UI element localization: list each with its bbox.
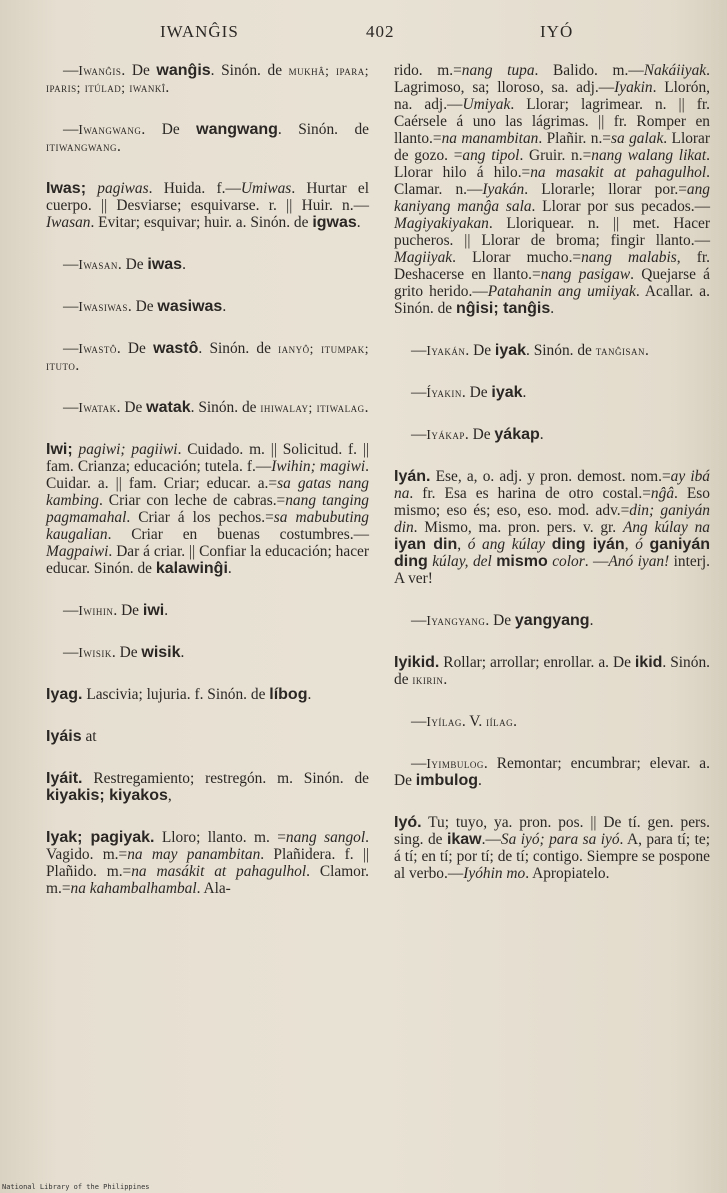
library-watermark: National Library of the Philippines: [2, 1183, 150, 1191]
right_column-entry: —Iyákap. De yákap.: [411, 426, 544, 443]
left_column-entry: Iyag. Lascivia; lujuria. f. Sinón. de líbog.: [46, 686, 312, 703]
right_column-entry: —Iyakán. De iyak. Sinón. de tanĝisan.: [411, 342, 649, 359]
left_column-entry: —Iwihin. De iwi.: [63, 602, 169, 619]
left_column-entry: —Iwastô. De wastô. Sinón. de ianyô; itumpak; ituto.: [46, 340, 369, 374]
right_column-entry: rido. m.=nang tupa. Balido. m.—Nakáiiyak. Lagrimoso, sa; lloroso, sa. adj.—Iyakin. Llorón, na. adj.—Umiyak. Llorar; lagrimear. n. || fr. Caérsele á uno las lágrimas. || fr. Romper en llanto.=na manambitan. Plañir. n.=sa galak. Llorar de gozo. =ang tipol. Gruir. n.=nang walang likat. Llorar hilo á hilo.=na masakit at pahagulhol. Clamar. n.—Iyakán. Llorarle; llorar por.=ang kaniyang manĝa sala. Llorar por sus pecados.—Magiyakiyakan. Lloriquear. n. || met. Hacer pucheros. || Llorar de broma; fingir llanto.—Magiiyak. Llorar mucho.=nang malabis, fr. Deshacerse en llanto.=nang pasigaw. Quejarse á grito herido.—Patahanin ang umiiyak. Acallar. a. Sinón. de nĝisi; tanĝis.: [394, 62, 711, 317]
running-head-left: IWANĜIS: [160, 22, 239, 41]
right_column-entry: Iyikid. Rollar; arrollar; enrollar. a. De ikid. Sinón. de ikirin.: [394, 654, 710, 688]
left_column-entry: —Iwangwang. De wangwang. Sinón. de itiwangwang.: [46, 121, 369, 155]
right_column-entry: —Iyangyang. De yangyang.: [411, 612, 594, 629]
right_column-entry: Iyó. Tu; tuyo, ya. pron. pos. || De tí. gen. pers. sing. de ikaw.—Sa iyó; para sa iyó. A, para tí; te; á tí; en tí; por tí; de tí; contigo. Siempre se pospone al verbo.—Iyóhin mo. Apropiatelo.: [394, 814, 710, 882]
left_column-entry: Iyáis at: [46, 728, 97, 745]
left_column-entry: —Iwasiwas. De wasiwas.: [63, 298, 227, 315]
right_column-entry: —Íyakin. De iyak.: [411, 384, 527, 401]
left_column-entry: Iyáit. Restregamiento; restregón. m. Sinón. de kiyakis; kiyakos,: [46, 770, 369, 804]
right_column-entry: Iyán. Ese, a, o. adj. y pron. demost. nom.=ay ibá na. fr. Esa es harina de otro costal.=nĝâ. Eso mismo; eso és; eso, eso. mod. adv.=din; ganiyán din. Mismo, ma. pron. pers. v. gr. Ang kúlay na iyan din, ó ang kúlay ding iyán, ó ganiyán ding kúlay, del mismo color. —Anó iyan! interj. A ver!: [394, 468, 710, 587]
page-header: [0, 22, 727, 48]
right_column-entry: —Iyimbulog. Remontar; encumbrar; elevar. a. De imbulog.: [394, 755, 710, 789]
left_column-entry: Iyak; pagiyak. Lloro; llanto. m. =nang sangol. Vagido. m.=na may panambitan. Plañidera. f. || Plañido. m.=na masákit at pahagulhol. Clamor. m.=na kahambalhambal. Ala-: [46, 829, 369, 897]
left_column-entry: —Iwisik. De wisik.: [63, 644, 185, 661]
right-column: [394, 62, 710, 882]
left_column-entry: Iwi; pagiwi; pagiiwi. Cuidado. m. || Solicitud. f. || fam. Crianza; educación; tutela. f.—Iwihin; magiwi. Cuidar. a. || fam. Criar; educar. a.=sa gatas nang kambing. Criar con leche de cabras.=nang tanging pagmamahal. Criar á los pechos.=sa mabubuting kaugalian. Criar en buenas costumbres.—Magpaiwi. Dar á criar. || Confiar la educación; hacer educar. Sinón. de kalawinĝi.: [46, 441, 369, 577]
running-head-right: IYÓ: [540, 22, 574, 41]
left-column: [46, 62, 369, 897]
right_column-entry: —Iyílag. V. iílag.: [411, 713, 517, 730]
left_column-entry: —Iwasan. De iwas.: [63, 256, 186, 273]
page-number: 402: [366, 22, 395, 41]
left_column-entry: Iwas; pagiwas. Huida. f.—Umiwas. Hurtar el cuerpo. || Desviarse; esquivarse. r. || Huir. n.—Iwasan. Evitar; esquivar; huir. a. Sinón. de igwas.: [46, 180, 369, 231]
left_column-entry: —Iwanĝis. De wanĝis. Sinón. de mukhâ; ipara; iparis; itúlad; iwankî.: [46, 62, 369, 96]
left_column-entry: —Iwatak. De watak. Sinón. de ihiwalay; itiwalag.: [63, 399, 369, 416]
